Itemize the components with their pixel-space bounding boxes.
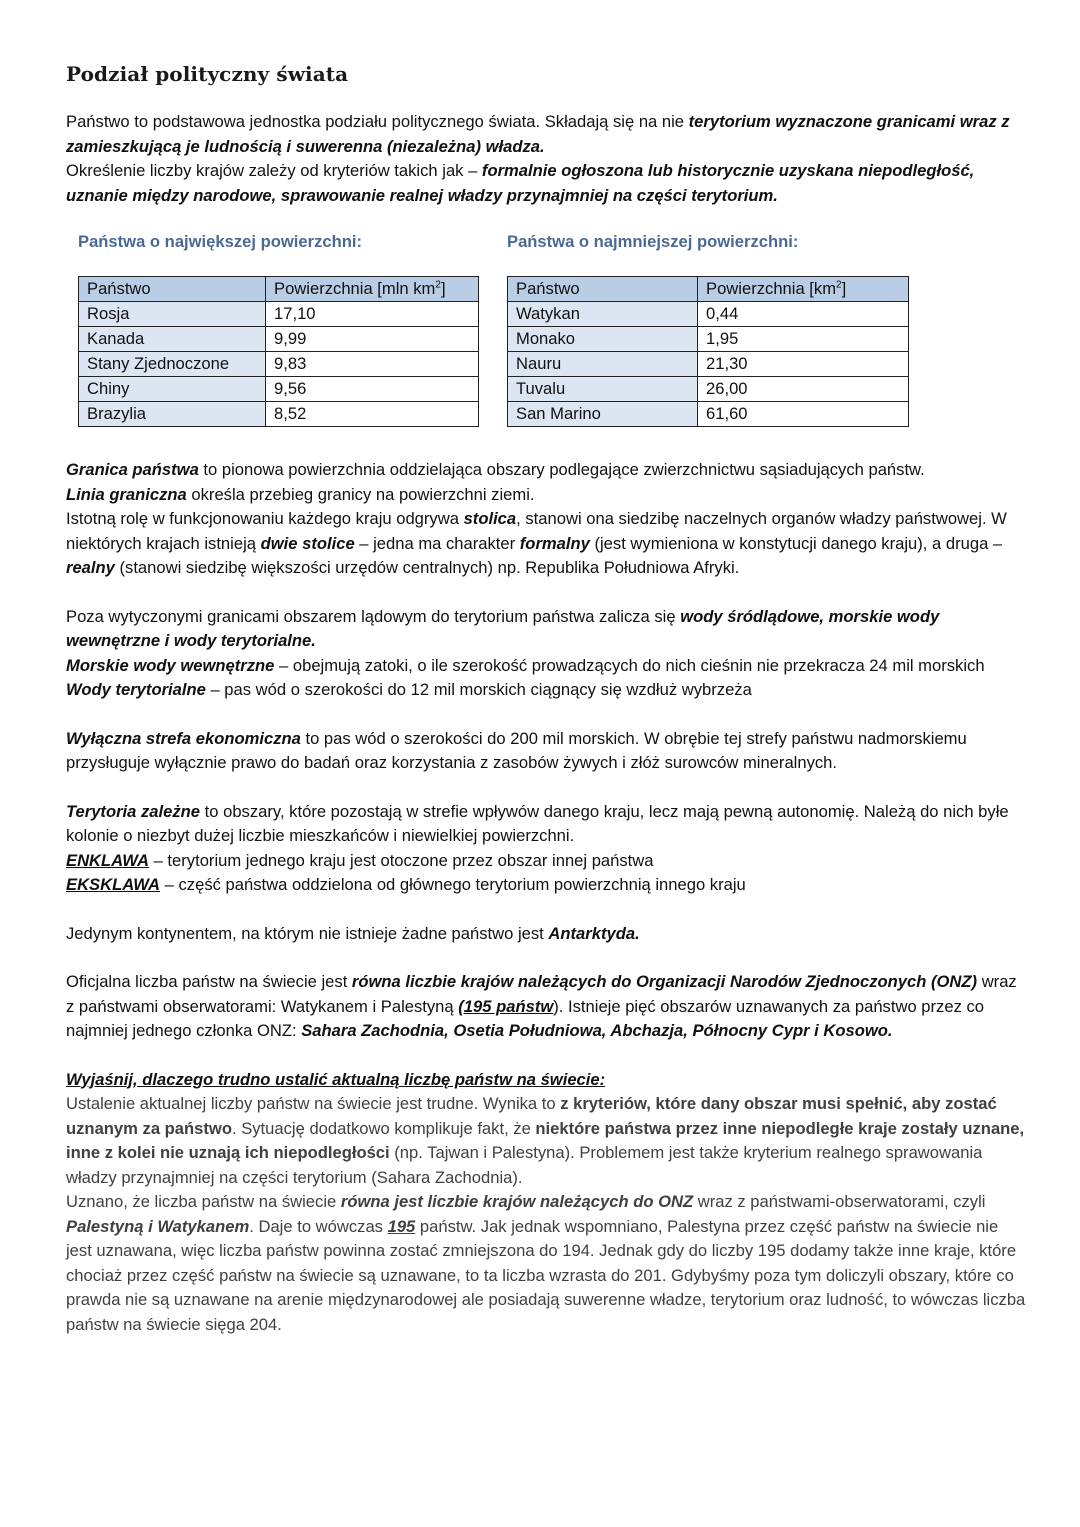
table-row: Brazylia 8,52	[79, 402, 479, 427]
dependent-definition: Terytoria zależne to obszary, które pozostają w strefie wpływów danego kraju, lecz mają pewną autonomię. Należą do nich byłe kolonie o niezbyt dużej liczbie mieszkańców i niewielkiej powierzchni.	[66, 801, 1009, 845]
explain-paragraph-1: Ustalenie aktualnej liczby państw na świecie jest trudne. Wynika to z kryteriów, które dany obszar musi spełnić, aby zostać uznanym za państwo. Sytuację dodatkowo komplikuje fakt, że niektóre państwa przez inne niepodległe kraje zostały uznane, inne z kolei nie uznają ich niepodległości (np. Tajwan i Palestyna). Problemem jest także kryterium realnego sprawowania władzy przynajmniej na części terytorium (Sahara Zachodnia).	[66, 1094, 1025, 1187]
smallest-table-caption: Państwa o najmniejszej powierzchni:	[507, 232, 799, 251]
explain-section	[66, 1068, 1026, 1338]
official-count-paragraph: Oficjalna liczba państw na świecie jest równa liczbie krajów należących do Organizacji Narodów Zjednoczonych (ONZ) wraz z państwami obserwatorami: Watykanem i Palestyną (195 państw). Istnieje pięć obszarów uznawanych za państwo przez co najmniej jednego członka ONZ: Sahara Zachodnia, Osetia Południowa, Abchazja, Północny Cypr i Kosowo.	[66, 972, 1017, 1040]
table-row: Chiny 9,56	[79, 377, 479, 402]
waters-intro: Poza wytyczonymi granicami obszarem lądowym do terytorium państwa zalicza się wody śródlądowe, morskie wody wewnętrzne i wody terytorialne.	[66, 606, 940, 650]
document-page	[66, 62, 1026, 1337]
table-header-row	[508, 277, 909, 302]
border-definition: Granica państwa to pionowa powierzchnia oddzielająca obszary podlegające zwierzchnictwu sąsiadujących państw.	[66, 460, 925, 479]
page-title: Podział polityczny świata	[66, 62, 349, 86]
table-row: Kanada 9,99	[79, 327, 479, 352]
largest-countries-table-block	[78, 232, 479, 427]
enclave-definition: ENKLAWA – terytorium jednego kraju jest otoczone przez obszar innej państwa	[66, 850, 654, 870]
table-row: Stany Zjednoczone 9,83	[79, 352, 479, 377]
exclave-definition: EKSKLAWA – część państwa oddzielona od głównego terytorium powierzchnią innego kraju	[66, 875, 746, 894]
smallest-countries-table	[507, 276, 909, 427]
table-row: Watykan 0,44	[508, 302, 909, 327]
intro-paragraph-1: Państwo to podstawowa jednostka podziału politycznego świata. Składają się na nie terytorium wyznaczone granicami wraz z zamieszkującą je ludnością i suwerenna (niezależna) władza.	[66, 112, 1010, 156]
explain-heading: Wyjaśnij, dlaczego trudno ustalić aktualną liczbę państw na świecie:	[66, 1069, 606, 1089]
header-area: Powierzchnia $[km^2]$	[698, 277, 909, 302]
antarctica-section	[66, 922, 1026, 947]
table-row: Nauru 21,30	[508, 352, 909, 377]
dependent-territories-section	[66, 800, 1026, 898]
border-line-definition: Linia graniczna określa przebieg granicy na powierzchni ziemi.	[66, 484, 535, 504]
table-row: Rosja 17,10	[79, 302, 479, 327]
smallest-countries-table-block	[507, 232, 909, 427]
waters-section	[66, 605, 1026, 703]
header-area: Powierzchnia [mln $km^2$]	[266, 277, 479, 302]
area-tables	[66, 232, 1026, 442]
eez-definition: Wyłączna strefa ekonomiczna to pas wód o szerokości do 200 mil morskich. W obrębie tej strefy państwu nadmorskiemu przysługuje wyłącznie prawo do badań oraz korzystania z zasobów żywych i złóż surowców mineralnych.	[66, 728, 967, 772]
table-row: San Marino 61,60	[508, 402, 909, 427]
table-header-row	[79, 277, 479, 302]
table-row: Monako 1,95	[508, 327, 909, 352]
intro-section	[66, 110, 1026, 208]
header-country: Państwo	[79, 277, 266, 302]
explain-paragraph-2: Uznano, że liczba państw na świecie równa jest liczbie krajów należących do ONZ wraz z państwami-obserwatorami, czyli Palestyną i Watykanem. Daje to wówczas 195 państw. Jak jednak wspomniano, Palestyna przez część państw na świecie nie jest uznawana, więc liczba państw powinna zostać zmniejszona do 194. Jednak gdy do liczby 195 dodamy także inne kraje, które chociaż przez część państw na świecie są uznawane, to ta liczba wzrasta do 201. Gdybyśmy poza tym doliczyli obszary, które co prawda nie są uznawane na arenie międzynarodowej ale posiadają suwerenne władze, terytorium oraz ludność, to wówczas liczba państw na świecie sięga 204.	[66, 1192, 1026, 1334]
eez-section	[66, 727, 1026, 776]
territorial-waters-definition: Wody terytorialne – pas wód o szerokości do 12 mil morskich ciągnący się wzdłuż wybrzeża	[66, 680, 752, 699]
internal-waters-definition: Morskie wody wewnętrzne – obejmują zatoki, o ile szerokość prowadzących do nich cieśnin nie przekracza 24 mil morskich	[66, 655, 985, 675]
header-country: Państwo	[508, 277, 698, 302]
border-section	[66, 458, 1026, 581]
table-row: Tuvalu 26,00	[508, 377, 909, 402]
largest-countries-table	[78, 276, 479, 427]
antarctica-paragraph: Jedynym kontynentem, na którym nie istnieje żadne państwo jest Antarktyda.	[66, 923, 640, 943]
largest-table-caption: Państwa o największej powierzchni:	[78, 232, 363, 251]
official-count-section	[66, 970, 1026, 1044]
intro-paragraph-2: Określenie liczby krajów zależy od kryteriów takich jak – formalnie ogłoszona lub historycznie uzyskana niepodległość, uznanie między narodowe, sprawowanie realnej władzy przynajmniej na części terytorium.	[66, 161, 975, 205]
capital-paragraph: Istotną rolę w funkcjonowaniu każdego kraju odgrywa stolica, stanowi ona siedzibę naczelnych organów władzy państwowej. W niektórych krajach istnieją dwie stolice – jedna ma charakter formalny (jest wymieniona w konstytucji danego kraju), a druga – realny (stanowi siedzibę większości urzędów centralnych) np. Republika Południowa Afryki.	[66, 509, 1007, 577]
